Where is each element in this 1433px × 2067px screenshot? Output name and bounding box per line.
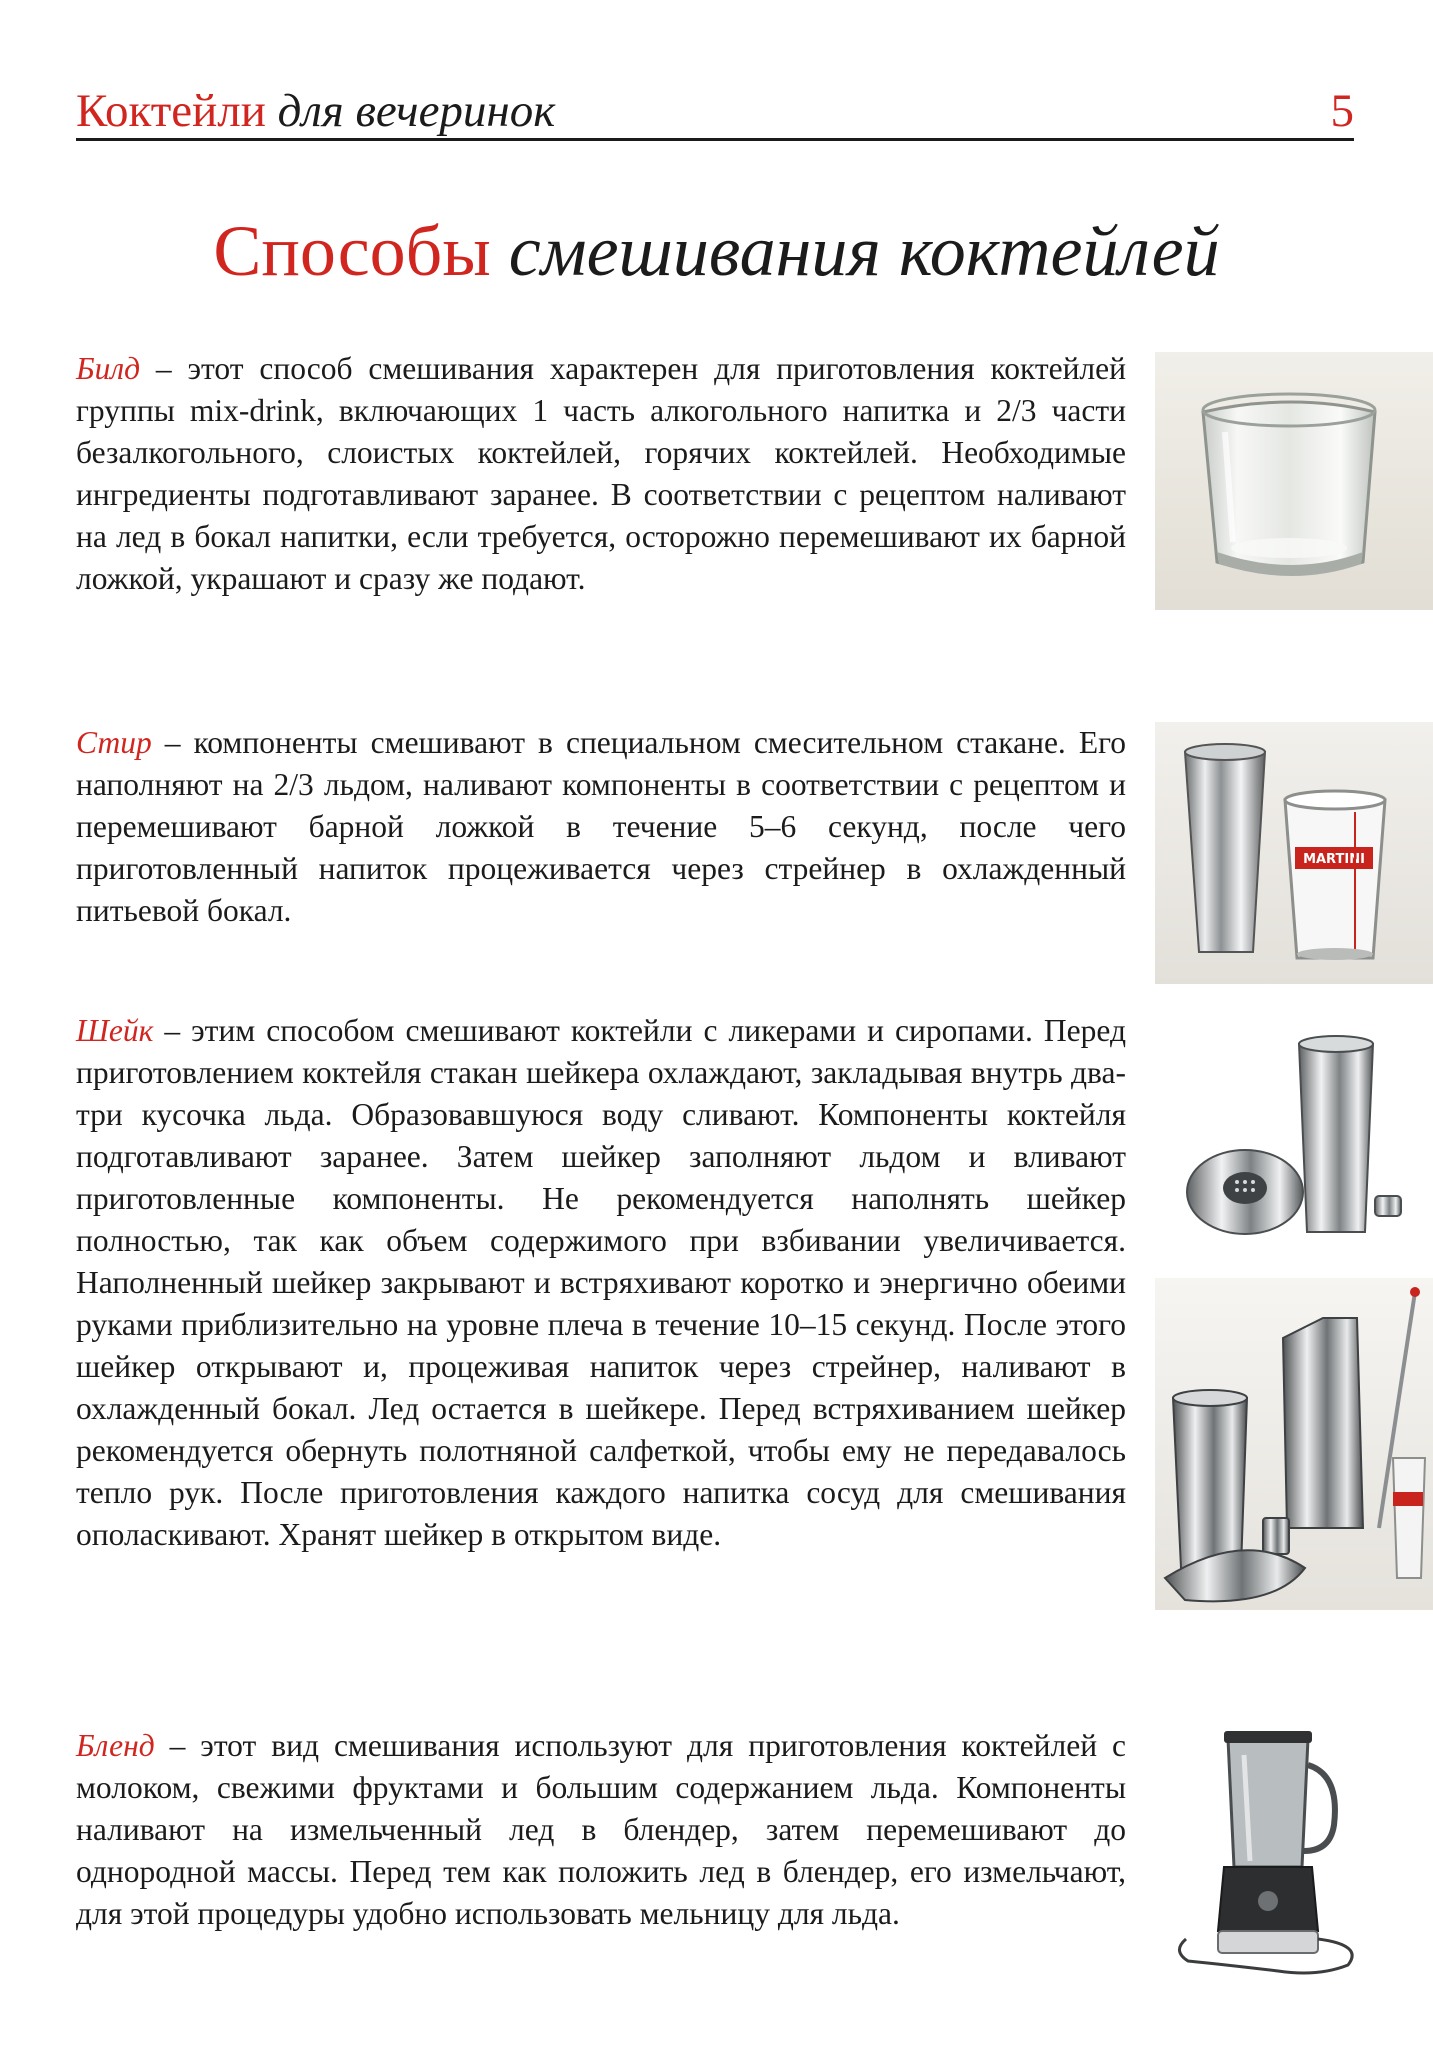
bar-tools-image xyxy=(1155,1278,1433,1610)
martini-logo: MARTINI xyxy=(1303,852,1365,867)
section-shake-paragraph xyxy=(76,1010,1126,1556)
mixing-glass-image xyxy=(1155,722,1433,984)
term-stir: Стир xyxy=(76,725,152,760)
section-shake-text: – этим способом смешивают коктейли с ликерами и сиропами. Перед приготовлением коктейля стакан шейкера охлаждают, закладывая внутрь два-три кусочка льда. Образовавшуюся воду сливают. Компоненты коктейля подготавливают заранее. Затем шейкер заполняют льдом и вливают приготовленные компоненты. Не рекомендуется наполнять шейкер полностью, так как объем содержимого при взбивании увеличивается. Наполненный шейкер закрывают и встряхивают коротко и энергично обеими руками приблизительно на уровне плеча в течение 10–15 секунд. После этого шейкер открывают и, процеживая напиток через стрейнер, наливают в охлажденный бокал. Лед остается в шейкере. Перед встряхиванием шейкер рекомендуется обернуть полотняной салфеткой, чтобы ему не передавалось тепло рук. После приготовления каждого напитка сосуд для смешивания ополаскивают. Хранят шейкер в открытом виде. xyxy=(76,1013,1126,1552)
rocks-glass-icon xyxy=(1155,352,1433,610)
page-title xyxy=(0,212,1433,291)
section-shake xyxy=(76,1010,1126,1556)
running-header-rest: для вечеринок xyxy=(277,85,556,137)
running-header xyxy=(76,78,1354,138)
bar-tools-icon xyxy=(1155,1278,1433,1610)
running-header-title xyxy=(76,85,556,137)
cobbler-shaker-image xyxy=(1155,1010,1433,1272)
section-build-paragraph xyxy=(76,348,1126,600)
section-blend-paragraph xyxy=(76,1725,1126,1935)
running-header-accent: Коктейли xyxy=(76,85,266,137)
boston-shaker-icon xyxy=(1155,722,1433,984)
header-rule xyxy=(76,138,1354,141)
section-stir-text: – компоненты смешивают в специальном смесительном стакане. Его наполняют на 2/3 льдом, наливают компоненты в соответствии с рецептом и перемешивают барной ложкой в течение 5–6 секунд, после чего приготовленный напиток процеживается через стрейнер в охлажденный питьевой бокал. xyxy=(76,725,1126,928)
section-build-text: – этот способ смешивания характерен для приготовления коктейлей группы mix-drink, включающих 1 часть алкогольного напитка и 2/3 части безалкогольного, слоистых коктейлей, горячих коктейлей. Необходимые ингредиенты подготавливают заранее. В соответствии с рецептом наливают на лед в бокал напитки, если требуется, осторожно перемешивают их барной ложкой, украшают и сразу же подают. xyxy=(76,351,1126,596)
term-build: Билд xyxy=(76,351,140,386)
page-title-rest: смешивания коктейлей xyxy=(508,211,1220,291)
section-build xyxy=(76,348,1126,600)
blender-icon xyxy=(1168,1725,1368,1980)
section-blend-text: – этот вид смешивания используют для приготовления коктейлей с молоком, свежими фруктами и большим содержанием льда. Компоненты наливают на измельченный лед в блендер, затем перемешивают до однородной массы. Перед тем как положить лед в блендер, его измельчают, для этой процедуры удобно использовать мельницу для льда. xyxy=(76,1728,1126,1931)
section-blend xyxy=(76,1725,1126,1935)
rocks-glass-image xyxy=(1155,352,1433,610)
page-number: 5 xyxy=(1330,85,1354,137)
page-title-accent: Способы xyxy=(213,211,491,291)
term-shake: Шейк xyxy=(76,1013,154,1048)
section-stir-paragraph xyxy=(76,722,1126,932)
section-stir xyxy=(76,722,1126,932)
term-blend: Бленд xyxy=(76,1728,155,1763)
blender-image xyxy=(1168,1725,1368,1980)
cobbler-shaker-icon xyxy=(1155,1010,1433,1272)
